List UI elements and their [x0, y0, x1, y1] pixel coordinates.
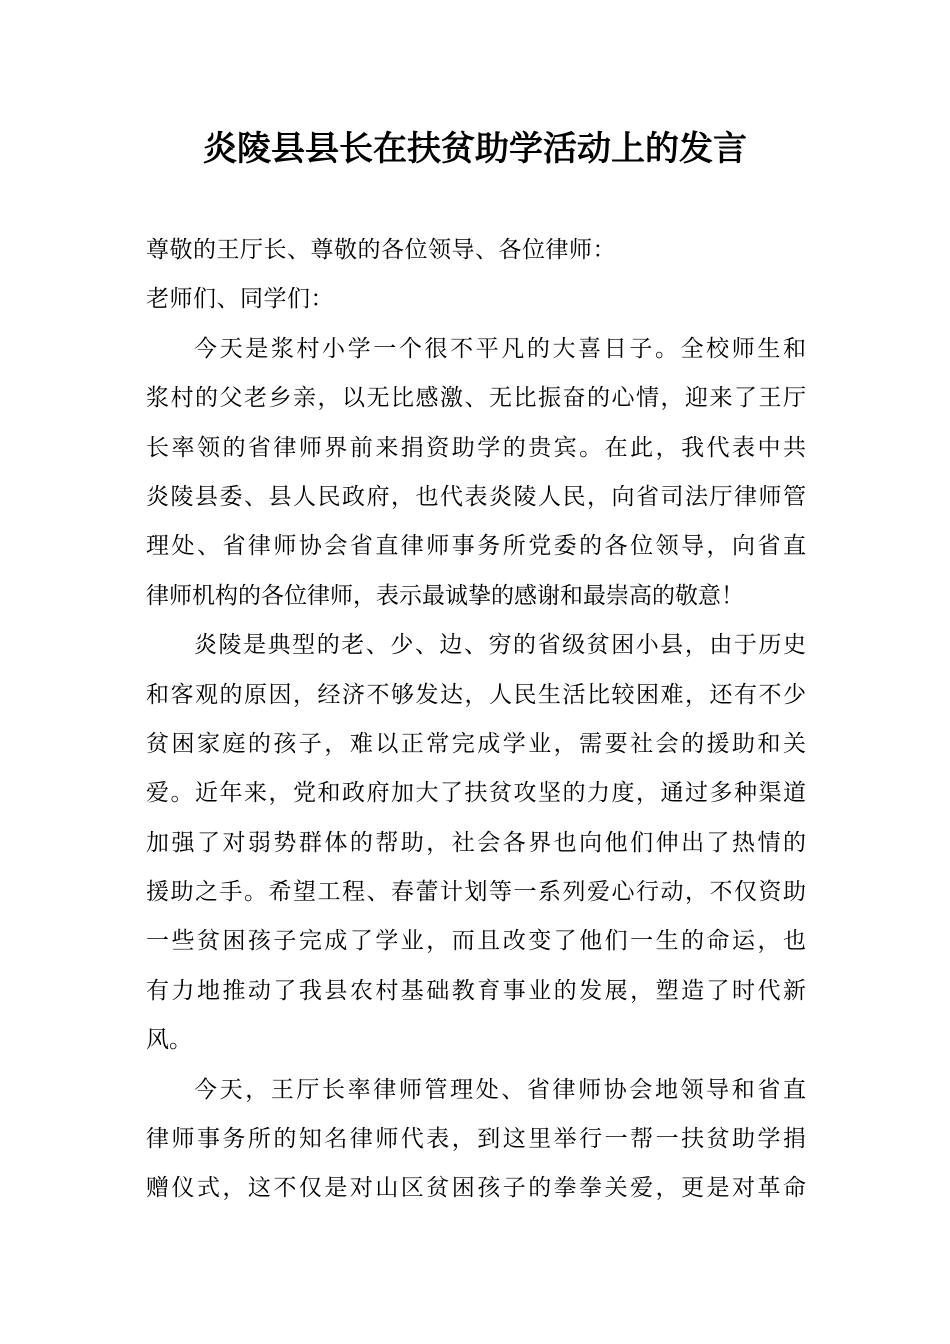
paragraph-line: 浆村的父老乡亲，以无比感激、无比振奋的心情，迎来了王厅	[146, 385, 806, 412]
paragraph-line: 爱。近年来，党和政府加大了扶贫攻坚的力度，通过多种渠道	[146, 780, 806, 807]
paragraph-3	[146, 1066, 806, 1214]
paragraph-line: 风。	[146, 1027, 192, 1054]
paragraph-line: 炎陵是典型的老、少、边、穷的省级贫困小县，由于历史	[194, 632, 806, 659]
salutation-line: 老师们、同学们：	[146, 286, 334, 313]
paragraph-line: 律师事务所的知名律师代表，到这里举行一帮一扶贫助学捐	[146, 1126, 806, 1153]
paragraph-line: 一些贫困孩子完成了学业，而且改变了他们一生的命运，也	[146, 928, 806, 955]
paragraph-line: 加强了对弱势群体的帮助，社会各界也向他们伸出了热情的	[146, 829, 806, 856]
paragraph-line: 理处、省律师协会省直律师事务所党委的各位领导，向省直	[146, 533, 806, 560]
salutation-line: 尊敬的王厅长、尊敬的各位领导、各位律师：	[146, 237, 616, 263]
paragraph-2	[146, 621, 806, 1066]
paragraph-line: 有力地推动了我县农村基础教育事业的发展，塑造了时代新	[146, 977, 806, 1004]
paragraph-1	[146, 325, 806, 621]
document-body	[146, 226, 806, 1214]
paragraph-line: 律师机构的各位律师，表示最诚挚的感谢和最崇高的敬意！	[146, 582, 744, 609]
paragraph-line: 今天，王厅长率律师管理处、省律师协会地领导和省直	[194, 1076, 806, 1103]
paragraph-line: 今天是浆村小学一个很不平凡的大喜日子。全校师生和	[194, 335, 806, 362]
document-title: 炎陵县县长在扶贫助学活动上的发言	[203, 129, 747, 169]
paragraph-line: 和客观的原因，经济不够发达，人民生活比较困难，还有不少	[146, 681, 806, 708]
paragraph-line: 炎陵县委、县人民政府，也代表炎陵人民，向省司法厅律师管	[146, 483, 806, 510]
paragraph-line: 援助之手。希望工程、春蕾计划等一系列爱心行动，不仅资助	[146, 879, 806, 906]
paragraph-line: 长率领的省律师界前来捐资助学的贵宾。在此，我代表中共	[146, 434, 806, 461]
paragraph-line: 赠仪式，这不仅是对山区贫困孩子的拳拳关爱，更是对革命	[146, 1175, 806, 1202]
paragraph-line: 贫困家庭的孩子，难以正常完成学业，需要社会的援助和关	[146, 730, 806, 757]
